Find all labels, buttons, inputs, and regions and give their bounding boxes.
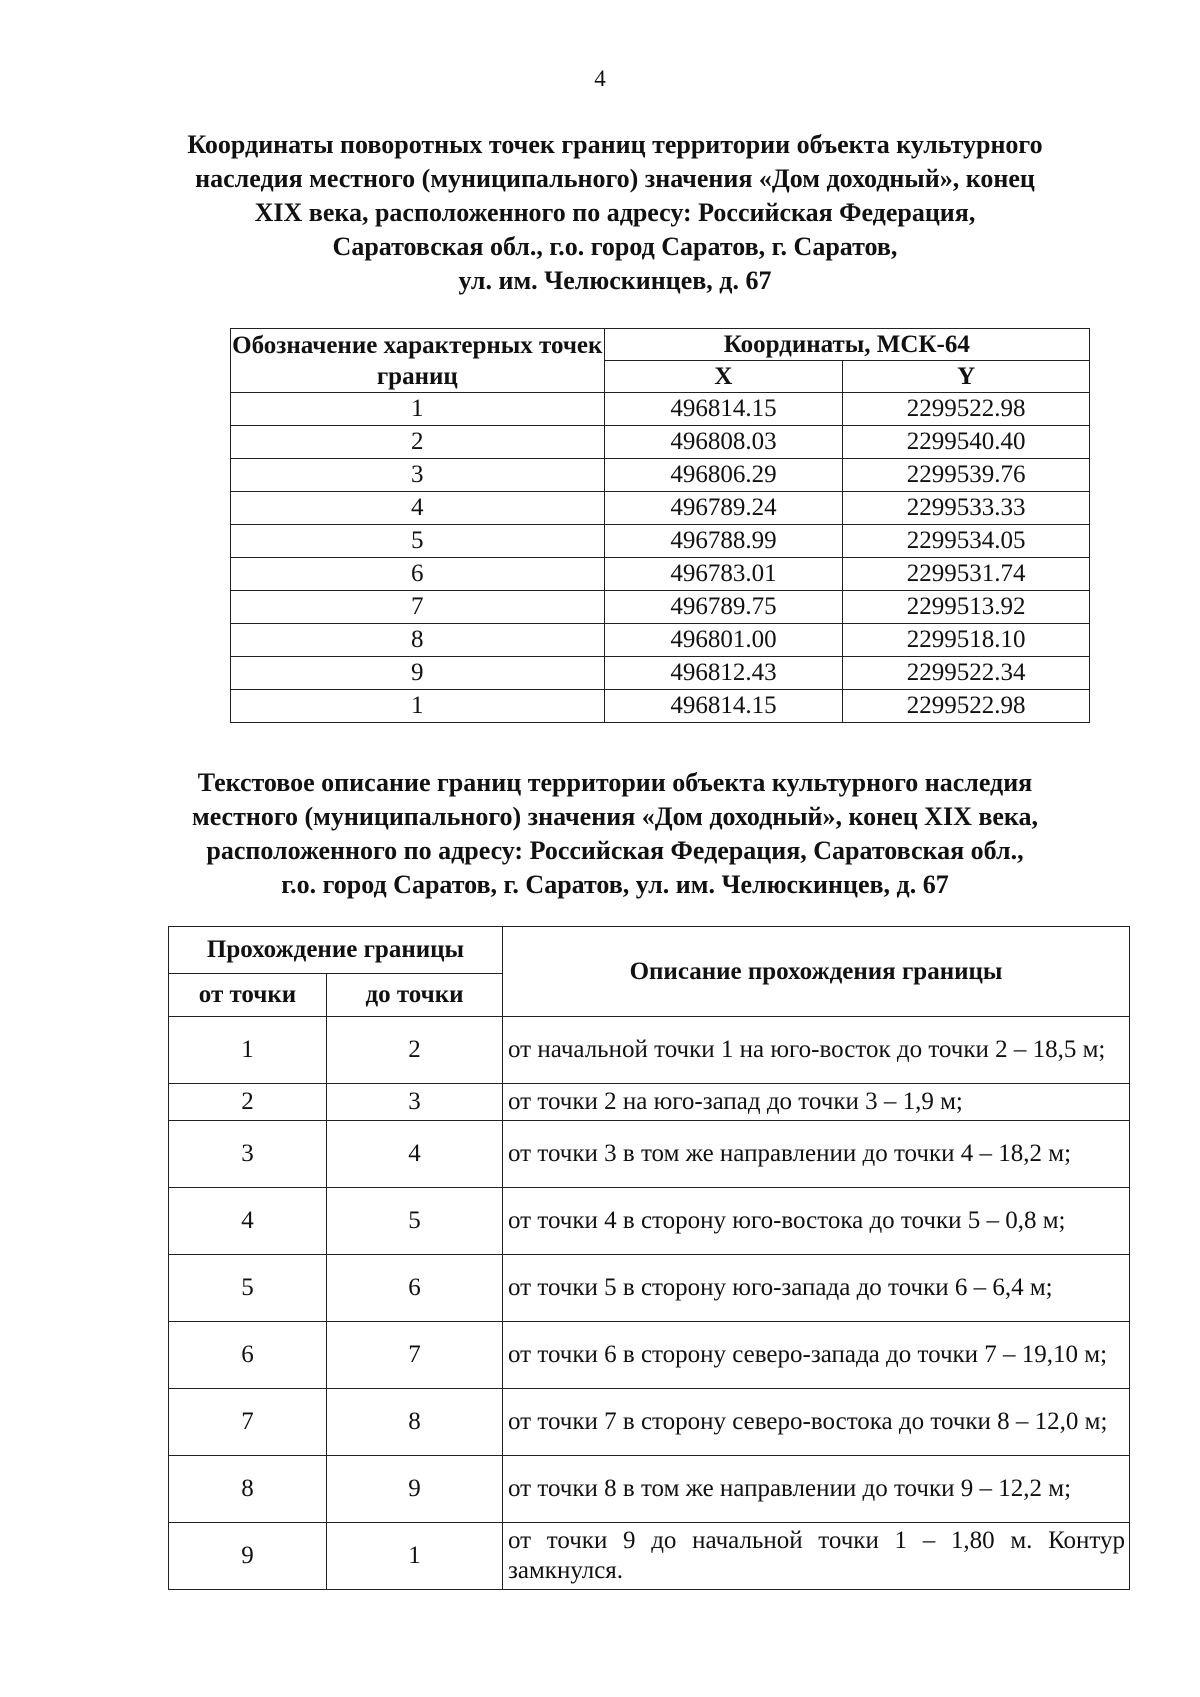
- to-point-cell: 8: [327, 1389, 503, 1456]
- from-point-cell: 9: [169, 1523, 327, 1590]
- heading-line: местного (муниципального) значения «Дом доходный», конец XIX века,: [191, 802, 1039, 831]
- x-coordinate-cell: 496812.43: [604, 657, 843, 690]
- from-point-cell: 2: [169, 1084, 327, 1121]
- point-cell: 4: [231, 492, 605, 525]
- point-cell: 8: [231, 624, 605, 657]
- point-cell: 9: [231, 657, 605, 690]
- point-cell: 1: [231, 393, 605, 426]
- table-row: [169, 1389, 1130, 1456]
- table-row: [231, 426, 1090, 459]
- to-point-cell: 4: [327, 1121, 503, 1188]
- table-row: [231, 591, 1090, 624]
- y-coordinate-cell: 2299522.34: [843, 657, 1090, 690]
- point-cell: 7: [231, 591, 605, 624]
- to-point-cell: 9: [327, 1456, 503, 1523]
- y-coordinate-cell: 2299531.74: [843, 558, 1090, 591]
- point-cell: 2: [231, 426, 605, 459]
- coordinates-table: [230, 328, 1090, 723]
- boundary-description-table: [168, 926, 1130, 1590]
- x-coordinate-cell: 496789.75: [604, 591, 843, 624]
- heading-line: ул. им. Челюскинцев, д. 67: [458, 266, 772, 295]
- header-from-point: от точки: [169, 974, 327, 1017]
- from-point-cell: 7: [169, 1389, 327, 1456]
- from-point-cell: 6: [169, 1322, 327, 1389]
- x-coordinate-cell: 496806.29: [604, 459, 843, 492]
- table-row: [231, 492, 1090, 525]
- to-point-cell: 6: [327, 1255, 503, 1322]
- header-to-point: до точки: [327, 974, 503, 1017]
- description-cell: от точки 3 в том же направлении до точки 4 – 18,2 м;: [503, 1121, 1130, 1188]
- from-point-cell: 8: [169, 1456, 327, 1523]
- table-row: [169, 1255, 1130, 1322]
- table-row: [231, 525, 1090, 558]
- heading-line: Саратовская обл., г.о. город Саратов, г. Саратов,: [332, 232, 898, 261]
- y-coordinate-cell: 2299522.98: [843, 690, 1090, 723]
- y-coordinate-cell: 2299539.76: [843, 459, 1090, 492]
- heading-line: Текстовое описание границ территории объекта культурного наследия: [197, 768, 1033, 797]
- description-cell: от точки 8 в том же направлении до точки 9 – 12,2 м;: [503, 1456, 1130, 1523]
- description-cell: от начальной точки 1 на юго-восток до точки 2 – 18,5 м;: [503, 1017, 1130, 1084]
- x-coordinate-cell: 496814.15: [604, 393, 843, 426]
- table-row: [169, 1017, 1130, 1084]
- from-point-cell: 1: [169, 1017, 327, 1084]
- coordinates-heading: [150, 128, 1080, 298]
- y-coordinate-cell: 2299540.40: [843, 426, 1090, 459]
- point-cell: 3: [231, 459, 605, 492]
- x-coordinate-cell: 496814.15: [604, 690, 843, 723]
- description-cell: от точки 6 в сторону северо-запада до точки 7 – 19,10 м;: [503, 1322, 1130, 1389]
- x-coordinate-cell: 496788.99: [604, 525, 843, 558]
- description-cell: от точки 7 в сторону северо-востока до точки 8 – 12,0 м;: [503, 1389, 1130, 1456]
- from-point-cell: 3: [169, 1121, 327, 1188]
- heading-line: расположенного по адресу: Российская Федерация, Саратовская обл.,: [206, 836, 1024, 865]
- to-point-cell: 5: [327, 1188, 503, 1255]
- y-coordinate-cell: 2299533.33: [843, 492, 1090, 525]
- table-row: [169, 1084, 1130, 1121]
- header-point-designation: Обозначение характерных точек границ: [231, 329, 605, 393]
- heading-line: наследия местного (муниципального) значения «Дом доходный», конец: [195, 164, 1035, 193]
- heading-line: г.о. город Саратов, г. Саратов, ул. им. Челюскинцев, д. 67: [281, 870, 949, 899]
- table-row: [169, 1523, 1130, 1590]
- description-cell: от точки 4 в сторону юго-востока до точки 5 – 0,8 м;: [503, 1188, 1130, 1255]
- table-row: [231, 624, 1090, 657]
- x-coordinate-cell: 496808.03: [604, 426, 843, 459]
- table-row: [169, 1456, 1130, 1523]
- table-row: [169, 1322, 1130, 1389]
- header-x: X: [604, 361, 843, 393]
- to-point-cell: 3: [327, 1084, 503, 1121]
- table-row: [231, 393, 1090, 426]
- table-row: [231, 690, 1090, 723]
- to-point-cell: 1: [327, 1523, 503, 1590]
- table-row: [169, 1121, 1130, 1188]
- heading-line: XIX века, расположенного по адресу: Российская Федерация,: [254, 198, 976, 227]
- y-coordinate-cell: 2299522.98: [843, 393, 1090, 426]
- to-point-cell: 2: [327, 1017, 503, 1084]
- table-row: [231, 657, 1090, 690]
- x-coordinate-cell: 496789.24: [604, 492, 843, 525]
- description-heading: [150, 766, 1080, 902]
- page-number: 4: [594, 66, 606, 91]
- table-row: [169, 1188, 1130, 1255]
- heading-line: Координаты поворотных точек границ территории объекта культурного: [187, 130, 1043, 159]
- header-description: Описание прохождения границы: [503, 927, 1130, 1017]
- description-cell: от точки 2 на юго-запад до точки 3 – 1,9 м;: [503, 1084, 1130, 1121]
- table-row: [231, 459, 1090, 492]
- header-coordinates: Координаты, МСК-64: [604, 329, 1089, 361]
- point-cell: 5: [231, 525, 605, 558]
- from-point-cell: 4: [169, 1188, 327, 1255]
- y-coordinate-cell: 2299534.05: [843, 525, 1090, 558]
- x-coordinate-cell: 496801.00: [604, 624, 843, 657]
- y-coordinate-cell: 2299513.92: [843, 591, 1090, 624]
- y-coordinate-cell: 2299518.10: [843, 624, 1090, 657]
- to-point-cell: 7: [327, 1322, 503, 1389]
- point-cell: 6: [231, 558, 605, 591]
- table-row: [231, 558, 1090, 591]
- point-cell: 1: [231, 690, 605, 723]
- description-cell: от точки 9 до начальной точки 1 – 1,80 м. Контур замкнулся.: [503, 1523, 1130, 1590]
- header-y: Y: [843, 361, 1090, 393]
- header-boundary-passage: Прохождение границы: [169, 927, 503, 974]
- x-coordinate-cell: 496783.01: [604, 558, 843, 591]
- from-point-cell: 5: [169, 1255, 327, 1322]
- description-cell: от точки 5 в сторону юго-запада до точки 6 – 6,4 м;: [503, 1255, 1130, 1322]
